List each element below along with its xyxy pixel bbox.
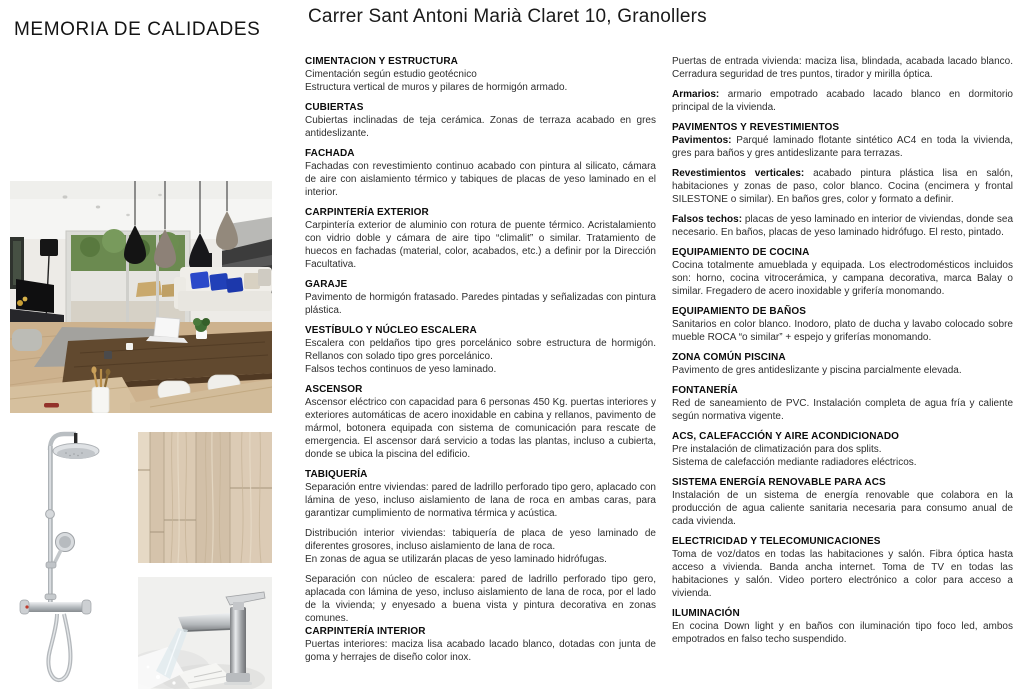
section-heading: EQUIPAMIENTO DE COCINA (672, 247, 810, 258)
section-heading: CIMENTACION Y ESTRUCTURA (305, 56, 458, 67)
spec-section (305, 206, 656, 271)
section-paragraph: Cimentación según estudio geotécnico (305, 69, 477, 80)
section-heading: FACHADA (305, 148, 355, 159)
section-paragraph: Cocina totalmente amueblada y equipada. Los electrodomésticos incluidos son: horno, cocina vitrocerámica, y campana decorativa, marca Balay o similar. Fregadero de acero inoxidable y grifería monomando. (672, 260, 1013, 297)
section-paragraph: Instalación de un sistema de energía renovable que colabora en la producción de agua caliente sanitaria necesaria para consumo anual de cada vivienda. (672, 490, 1013, 527)
section-paragraph: Revestimientos verticales: acabado pintura plástica lisa en salón, habitaciones y zonas de paso, color blanco. Cocina (encimera y frontal SILESTONE o similar). En baños gres, color y formato a definir. (672, 168, 1014, 205)
page-title: MEMORIA DE CALIDADES (14, 18, 261, 40)
living-room-photo (10, 181, 272, 413)
section-paragraph: Pavimento de gres antideslizante y piscina parcialmente elevada. (672, 365, 962, 376)
section-paragraph: Sanitarios en color blanco. Inodoro, plato de ducha y lavabo colocado sobre mueble ROCA “o similar” + espejo y griferías monomando. (672, 319, 1013, 343)
spec-section (672, 607, 1013, 646)
section-heading: PAVIMENTOS Y REVESTIMIENTOS (672, 122, 840, 133)
shower-column-photo (18, 424, 133, 692)
wood-flooring-illustration (138, 432, 272, 563)
living-room-illustration (10, 181, 272, 413)
spec-section (672, 476, 1013, 528)
shower-column-illustration (18, 424, 133, 692)
spec-section (305, 383, 656, 461)
section-heading: EQUIPAMIENTO DE BAÑOS (672, 306, 806, 317)
section-paragraph: Falsos techos: placas de yeso laminado en interior de viviendas, donde sea necesario. En baños, placas de yeso laminado hidrófugo. El resto, pintado. (672, 214, 1014, 238)
spec-section (305, 468, 656, 625)
section-heading: ACS, CALEFACCIÓN Y AIRE ACONDICIONADO (672, 431, 900, 442)
section-heading: CUBIERTAS (305, 102, 364, 113)
section-heading: ASCENSOR (305, 384, 363, 395)
section-heading: GARAJE (305, 279, 348, 290)
spec-section (672, 121, 1013, 239)
spec-section (672, 430, 1013, 469)
paragraph-lead-label: Armarios: (672, 89, 720, 100)
paragraph-lead-label: Revestimientos verticales: (672, 168, 805, 179)
spec-section (305, 101, 656, 140)
section-paragraph: Carpintería exterior de aluminio con rotura de puente térmico. Acristalamiento con vidrio doble y cámara de aire tipo “climalit” o similar. Tratamiento de huecos en fachadas (material, color, acabados, etc.) a definir por la Dirección Facultativa. (305, 220, 656, 270)
section-paragraph: Cubiertas inclinadas de teja cerámica. Zonas de terraza acabado en gres antideslizante. (305, 115, 656, 139)
section-paragraph: Toma de voz/datos en todas las habitaciones y salón. Fibra óptica hasta acceso a vivienda. Banda ancha internet. Toma de TV en todas las habitaciones y salón. Video portero electrónico a color para acceso a vivienda. (672, 549, 1013, 599)
spec-section (672, 384, 1013, 423)
spec-section (672, 55, 1013, 114)
section-paragraph: Puertas de entrada vivienda: maciza lisa, blindada, acabada lacado blanco. Cerradura seguridad de tres puntos, tirador y mirilla óptica. (672, 56, 1013, 80)
specs-column-right (672, 55, 1013, 653)
section-paragraph: Sistema de calefacción mediante radiadores eléctricos. (672, 457, 917, 468)
faucet-photo (138, 577, 272, 689)
section-heading: ILUMINACIÓN (672, 608, 740, 619)
spec-section (305, 147, 656, 199)
section-paragraph: Armarios: armario empotrado acabado lacado blanco en dormitorio principal de la vivienda. (672, 89, 1013, 113)
section-heading: CARPINTERÍA INTERIOR (305, 626, 426, 637)
spec-section (672, 535, 1013, 600)
wood-flooring-photo (138, 432, 272, 563)
section-paragraph: Falsos techos continuos de yeso laminado. (305, 364, 497, 375)
section-heading: ELECTRICIDAD Y TELECOMUNICACIONES (672, 536, 881, 547)
section-paragraph: Escalera con peldaños tipo gres porcelánico sobre estructura de hormigón. Rellanos con solado tipo gres porcelánico. (305, 338, 656, 362)
section-paragraph: Red de saneamiento de PVC. Instalación completa de agua fría y caliente según normativa vigente. (672, 398, 1013, 422)
spec-section (672, 351, 1013, 377)
section-paragraph: Distribución interior viviendas: tabiquería de placa de yeso laminado de diferentes grosores, incluso aislamiento de lana de roca. (305, 528, 656, 552)
spec-section (305, 278, 656, 317)
section-paragraph: Pavimento de hormigón fratasado. Paredes pintadas y señalizadas con pintura plástica. (305, 292, 656, 316)
section-paragraph: Pavimentos: Parqué laminado flotante sintético AC4 en toda la vivienda, gres para baños y gres antideslizante para terrazas. (672, 135, 1014, 159)
page-address: Carrer Sant Antoni Marià Claret 10, Granollers (308, 6, 707, 27)
section-heading: TABIQUERÍA (305, 469, 368, 480)
section-heading: FONTANERÍA (672, 385, 738, 396)
section-paragraph: Separación entre viviendas: pared de ladrillo perforado tipo gero, aplacado con lámina de yeso, incluso aislamiento de lana de roca en ambas caras, para garantizar cumplimiento de normativa térmica y acústica. (305, 482, 656, 519)
section-heading: VESTÍBULO Y NÚCLEO ESCALERA (305, 325, 477, 336)
section-heading: SISTEMA ENERGÍA RENOVABLE PARA ACS (672, 477, 886, 488)
section-paragraph: En cocina Down light y en baños con iluminación tipo foco led, ambos empotrados en falso techo suspendido. (672, 621, 1013, 645)
specs-column-left (305, 55, 656, 671)
section-paragraph: Separación con núcleo de escalera: pared de ladrillo perforado tipo gero, aplacada con lámina de yeso, incluso aislamiento de lana de roca, por el lado de la vivienda; y enyesado a buena vista y pintura decorativa en zonas comunes. (305, 574, 656, 624)
section-heading: ZONA COMÚN PISCINA (672, 352, 786, 363)
spec-section (672, 305, 1013, 344)
section-paragraph: Estructura vertical de muros y pilares de hormigón armado. (305, 82, 568, 93)
spec-section (305, 324, 656, 376)
spec-section (305, 55, 656, 94)
section-paragraph: En zonas de agua se utilizarán placas de yeso laminado hidrófugas. (305, 554, 607, 565)
section-heading: CARPINTERÍA EXTERIOR (305, 207, 429, 218)
paragraph-lead-label: Falsos techos: (672, 214, 743, 225)
spec-section (305, 625, 656, 664)
paragraph-lead-label: Pavimentos: (672, 135, 732, 146)
section-paragraph: Pre instalación de climatización para dos splits. (672, 444, 882, 455)
section-paragraph: Fachadas con revestimiento continuo acabado con pintura al silicato, cámara de aire con aislamiento térmico y tabiques de placas de yeso laminado en el interior. (305, 161, 656, 198)
faucet-illustration (138, 577, 272, 689)
section-paragraph: Ascensor eléctrico con capacidad para 6 personas 450 Kg. puertas interiores y exteriores automáticas de acero inoxidable en cabina y rellanos, pavimento de mármol, botonera equipada con sistema de comunicación para rescate de emergencia. El ascensor dará servicio a todas las plantas, incluso a cubierta, donde se ubica la piscina del edificio. (305, 397, 656, 460)
section-paragraph: Puertas interiores: maciza lisa acabado lacado blanco, dotadas con junta de goma y herrajes de diseño color inox. (305, 639, 656, 663)
spec-section (672, 246, 1013, 298)
